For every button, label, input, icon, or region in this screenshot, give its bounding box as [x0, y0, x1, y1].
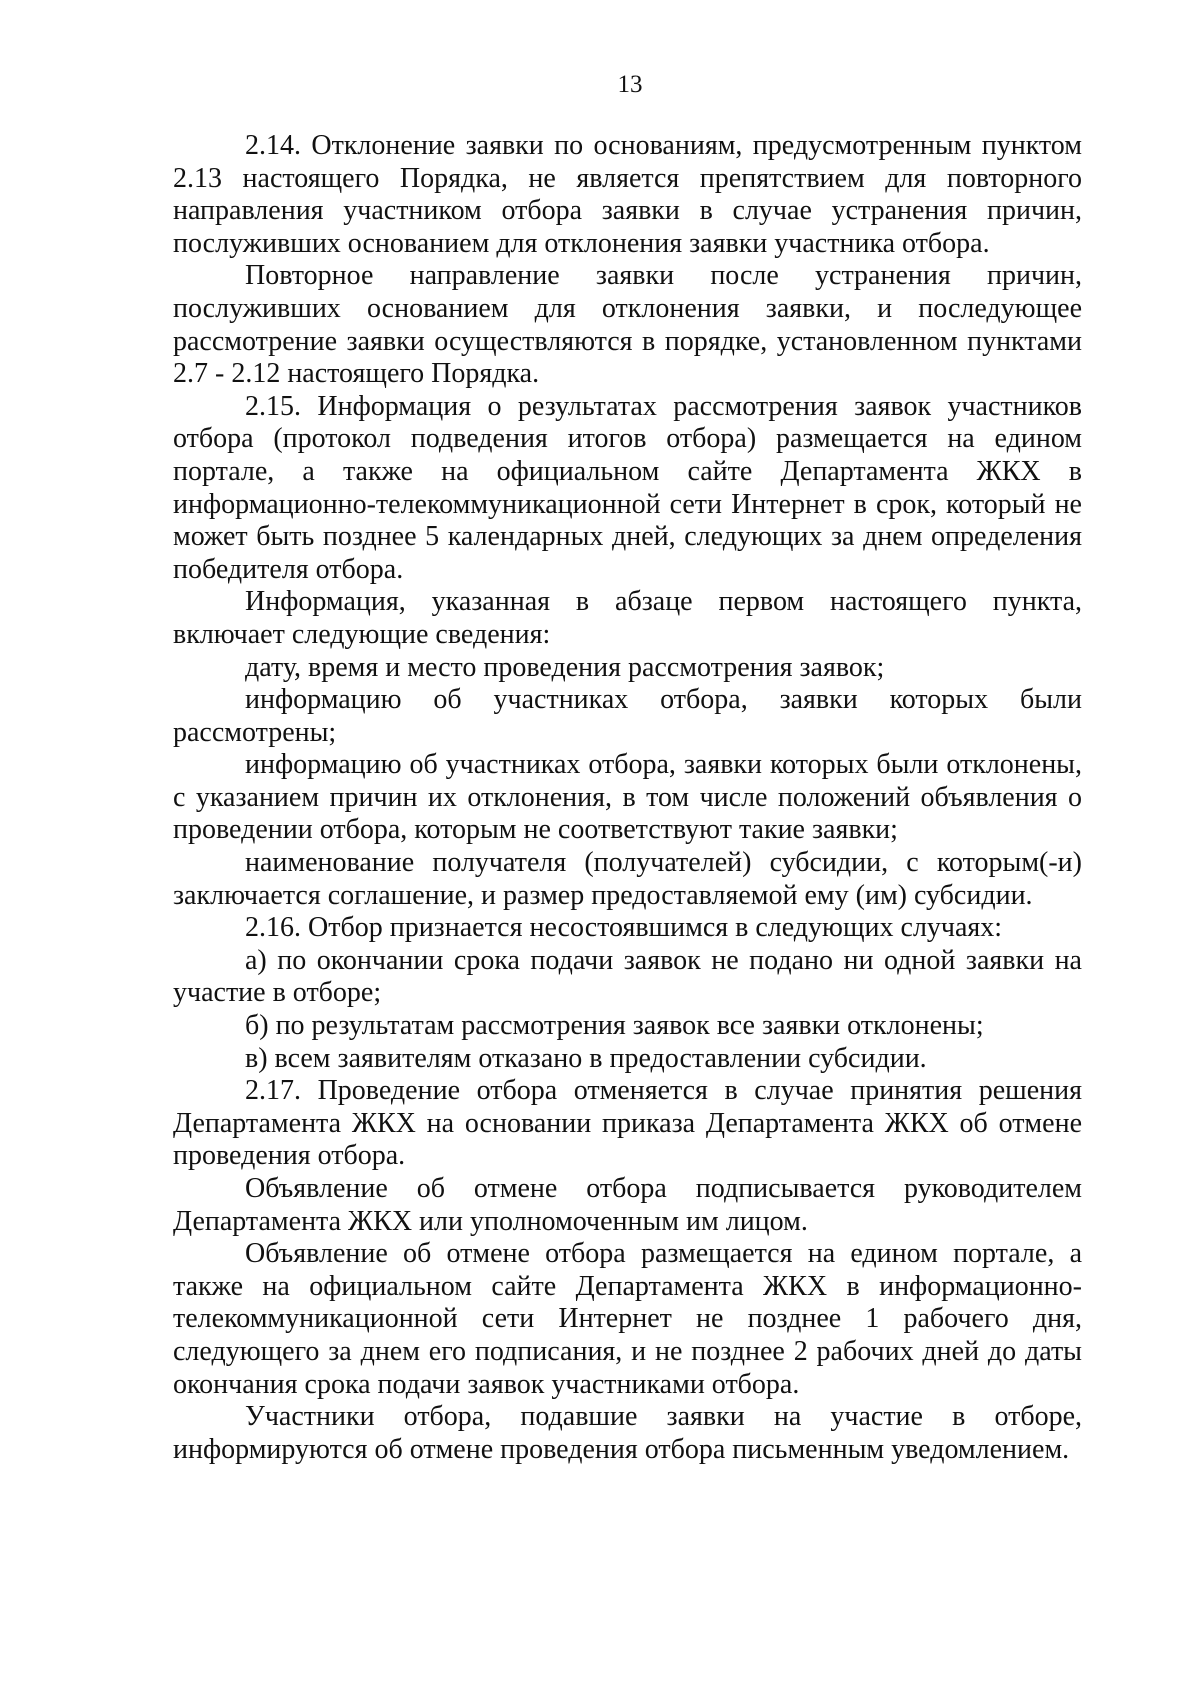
list-item-rejected-participants: информацию об участниках отбора, заявки которых были отклонены, с указанием причин их отклонения, в том числе положений объявления о проведении отбора, которым не соответствуют такие заявки; [173, 749, 1082, 846]
list-item-recipient-name: наименование получателя (получателей) субсидии, с которым(-и) заключается соглашение, и размер предоставляемой ему (им) субсидии. [173, 847, 1082, 911]
list-item-date-time-place: дату, время и место проведения рассмотрения заявок; [245, 651, 885, 683]
paragraph-participants-notified: Участники отбора, подавшие заявки на участие в отборе, информируются об отмене проведения отбора письменным уведомлением. [173, 1401, 1082, 1465]
list-item-a: а) по окончании срока подачи заявок не подано ни одной заявки на участие в отборе; [173, 944, 1082, 1009]
page-number: 13 [617, 71, 643, 98]
paragraph-info-includes: Информация, указанная в абзаце первом настоящего пункта, включает следующие сведения: [173, 586, 1082, 650]
paragraph-cancel-published: Объявление об отмене отбора размещается на едином портале, а также на официальном сайте Департамента ЖКХ в информационно-телекоммуникационной сети Интернет не позднее 1 рабочего дня, следующего за днем его подписания, и не позднее 2 рабочих дней до даты окончания срока подачи заявок участниками отбора. [173, 1238, 1082, 1400]
paragraph-2-15: 2.15. Информация о результатах рассмотрения заявок участников отбора (протокол подведения итогов отбора) размещается на едином портале, а также на официальном сайте Департамента ЖКХ в информационно-телекоммуникационной сети Интернет в срок, который не может быть позднее 5 календарных дней, следующих за днем определения победителя отбора. [173, 390, 1082, 585]
paragraph-cancel-signed: Объявление об отмене отбора подписывается руководителем Департамента ЖКХ или уполномоченным им лицом. [173, 1173, 1082, 1237]
document-body [173, 130, 1082, 1466]
paragraph-resubmission: Повторное направление заявки после устранения причин, послуживших основанием для отклонения заявки, и последующее рассмотрение заявки осуществляются в порядке, установленном пунктами 2.7 - 2.12 настоящего Порядка. [173, 260, 1082, 390]
list-item-b: б) по результатам рассмотрения заявок все заявки отклонены; [245, 1010, 984, 1042]
list-item-c: в) всем заявителям отказано в предоставлении субсидии. [245, 1042, 927, 1074]
paragraph-2-16: 2.16. Отбор признается несостоявшимся в следующих случаях: [245, 912, 1003, 944]
paragraph-2-14: 2.14. Отклонение заявки по основаниям, предусмотренным пунктом 2.13 настоящего Порядка, не является препятствием для повторного направления участником отбора заявки в случае устранения причин, послуживших основанием для отклонения заявки участника отбора. [173, 130, 1082, 259]
list-item-reviewed-participants: информацию об участниках отбора, заявки которых были рассмотрены; [173, 684, 1082, 748]
paragraph-2-17: 2.17. Проведение отбора отменяется в случае принятия решения Департамента ЖКХ на основании приказа Департамента ЖКХ об отмене проведения отбора. [173, 1075, 1082, 1172]
